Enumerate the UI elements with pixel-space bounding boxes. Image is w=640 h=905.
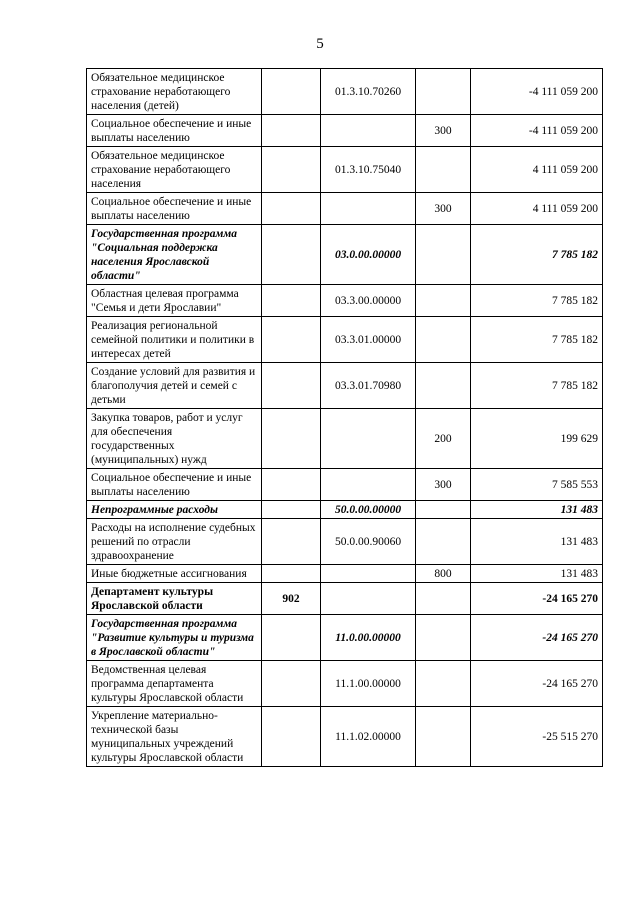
row-sum-cell: -24 165 270 [471,615,603,661]
row-dept-cell [262,115,321,147]
row-vr-cell [416,583,471,615]
table-row [87,409,603,469]
row-dept-cell [262,409,321,469]
table-row [87,69,603,115]
row-sum-cell: 7 785 182 [471,225,603,285]
row-dept-cell [262,285,321,317]
row-name-cell: Создание условий для развития и благополучия детей и семей с детьми [87,363,262,409]
row-name-cell: Областная целевая программа "Семья и дети Ярославии" [87,285,262,317]
table-row [87,193,603,225]
row-vr-cell [416,661,471,707]
row-csr-cell [321,565,416,583]
row-name-cell: Укрепление материально-технической базы муниципальных учреждений культуры Ярославской области [87,707,262,767]
row-name-cell: Обязательное медицинское страхование неработающего населения (детей) [87,69,262,115]
row-csr-cell: 03.3.01.70980 [321,363,416,409]
row-name-cell: Государственная программа "Развитие культуры и туризма в Ярославской области" [87,615,262,661]
row-vr-cell [416,69,471,115]
row-name-cell: Обязательное медицинское страхование неработающего населения [87,147,262,193]
table-row [87,317,603,363]
row-sum-cell: -24 165 270 [471,583,603,615]
row-dept-cell [262,363,321,409]
row-csr-cell: 03.3.01.00000 [321,317,416,363]
row-dept-cell [262,615,321,661]
table-row [87,147,603,193]
table-row [87,363,603,409]
row-csr-cell: 50.0.00.00000 [321,501,416,519]
row-vr-cell: 800 [416,565,471,583]
row-csr-cell: 50.0.00.90060 [321,519,416,565]
row-sum-cell: -25 515 270 [471,707,603,767]
row-sum-cell: 7 585 553 [471,469,603,501]
row-sum-cell: 7 785 182 [471,285,603,317]
row-vr-cell [416,363,471,409]
row-dept-cell: 902 [262,583,321,615]
row-dept-cell [262,469,321,501]
row-name-cell: Государственная программа "Социальная поддержка населения Ярославской области" [87,225,262,285]
row-dept-cell [262,225,321,285]
table-row [87,469,603,501]
row-name-cell: Закупка товаров, работ и услуг для обеспечения государственных (муниципальных) нужд [87,409,262,469]
budget-table-body [87,69,603,767]
row-vr-cell [416,285,471,317]
row-dept-cell [262,69,321,115]
row-sum-cell: 131 483 [471,519,603,565]
row-sum-cell: -4 111 059 200 [471,69,603,115]
row-name-cell: Непрограммные расходы [87,501,262,519]
row-dept-cell [262,147,321,193]
row-csr-cell: 01.3.10.70260 [321,69,416,115]
row-sum-cell: 131 483 [471,501,603,519]
budget-table [86,68,603,767]
table-row [87,707,603,767]
table-row [87,615,603,661]
table-row [87,501,603,519]
row-sum-cell: -24 165 270 [471,661,603,707]
row-dept-cell [262,661,321,707]
row-vr-cell [416,707,471,767]
row-name-cell: Социальное обеспечение и иные выплаты населению [87,469,262,501]
row-vr-cell [416,317,471,363]
row-vr-cell: 200 [416,409,471,469]
table-row [87,519,603,565]
table-row [87,285,603,317]
row-sum-cell: 4 111 059 200 [471,193,603,225]
table-row [87,225,603,285]
row-csr-cell: 01.3.10.75040 [321,147,416,193]
row-vr-cell [416,225,471,285]
row-sum-cell: 131 483 [471,565,603,583]
table-row [87,583,603,615]
row-vr-cell: 300 [416,193,471,225]
row-sum-cell: 199 629 [471,409,603,469]
row-sum-cell: -4 111 059 200 [471,115,603,147]
row-csr-cell: 03.0.00.00000 [321,225,416,285]
row-vr-cell [416,615,471,661]
row-dept-cell [262,317,321,363]
row-dept-cell [262,193,321,225]
row-name-cell: Социальное обеспечение и иные выплаты населению [87,193,262,225]
row-name-cell: Департамент культуры Ярославской области [87,583,262,615]
row-vr-cell [416,519,471,565]
table-row [87,661,603,707]
row-sum-cell: 7 785 182 [471,363,603,409]
row-csr-cell: 11.0.00.00000 [321,615,416,661]
row-dept-cell [262,501,321,519]
row-name-cell: Ведомственная целевая программа департамента культуры Ярославской области [87,661,262,707]
row-csr-cell: 03.3.00.00000 [321,285,416,317]
row-vr-cell [416,147,471,193]
row-name-cell: Социальное обеспечение и иные выплаты населению [87,115,262,147]
row-csr-cell [321,469,416,501]
row-dept-cell [262,707,321,767]
row-vr-cell: 300 [416,115,471,147]
row-dept-cell [262,519,321,565]
row-csr-cell: 11.1.00.00000 [321,661,416,707]
row-csr-cell [321,115,416,147]
row-csr-cell [321,193,416,225]
row-dept-cell [262,565,321,583]
row-csr-cell [321,409,416,469]
row-sum-cell: 7 785 182 [471,317,603,363]
row-vr-cell [416,501,471,519]
row-vr-cell: 300 [416,469,471,501]
page-number: 5 [316,36,324,52]
table-row [87,565,603,583]
row-csr-cell: 11.1.02.00000 [321,707,416,767]
table-row [87,115,603,147]
row-name-cell: Иные бюджетные ассигнования [87,565,262,583]
row-name-cell: Реализация региональной семейной политики и политики в интересах детей [87,317,262,363]
row-sum-cell: 4 111 059 200 [471,147,603,193]
row-csr-cell [321,583,416,615]
row-name-cell: Расходы на исполнение судебных решений по отрасли здравоохранение [87,519,262,565]
